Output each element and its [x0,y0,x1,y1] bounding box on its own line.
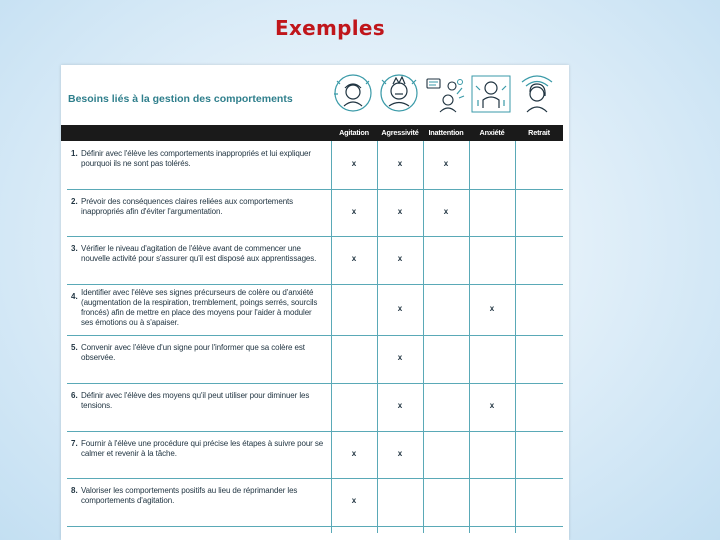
column-header-retrait: Retrait [528,128,550,137]
table-row [67,141,563,190]
row-number: 7. [71,439,78,448]
check-mark: x [351,496,357,505]
check-mark: x [443,206,449,216]
row-text: Fournir à l'élève une procédure qui précise les étapes à suivre pour se calmer et revenir à la tâche. [81,439,324,458]
document-sheet [61,65,569,540]
check-mark: x [397,206,403,216]
agitation-icon [332,72,374,120]
check-mark: x [351,254,357,263]
check-mark: x [351,159,357,168]
check-mark: x [397,303,403,313]
check-mark: x [489,401,495,410]
row-text: Définir avec l'élève les comportements inappropriés et lui expliquer pourquoi ils ne sont pas tolérés. [81,149,311,168]
check-mark: x [351,206,357,216]
slide-title: Exemples [274,16,385,40]
column-header-inattention: Inattention [428,128,464,137]
row-number: 5. [71,343,78,352]
row-number: 8. [71,486,78,495]
check-mark: x [351,448,357,458]
aggressivity-icon [378,72,420,120]
withdrawal-icon [516,72,558,120]
row-number: 3. [71,244,78,253]
row-number: 1. [71,149,78,158]
row-text: Convenir avec l'élève d'un signe pour l'informer que sa colère est observée. [81,343,305,362]
sheet-title: Besoins liés à la gestion des comportements [68,93,293,105]
column-header-anxiete: Anxiété [479,128,505,137]
row-text: Vérifier le niveau d'agitation de l'élève avant de commencer une nouvelle activité pour s'assurer qu'il est disposé aux apprentissages. [81,244,317,263]
row-text: Définir avec l'élève des moyens qu'il peut utiliser pour diminuer les tensions. [81,391,310,410]
anxiety-icon [470,72,512,120]
table-row [67,236,563,285]
row-number: 6. [71,391,78,400]
sheet-header [61,65,569,125]
table-row [67,431,563,479]
check-mark: x [489,303,495,313]
row-number: 2. [71,197,78,206]
column-header-bar [61,125,563,141]
row-text: Valoriser les comportements positifs au lieu de réprimander les comportements d'agitation. [81,486,298,505]
column-header-agressivite: Agressivité [381,128,419,137]
table-row [67,335,563,384]
check-mark: x [397,448,403,458]
row-number: 4. [71,292,78,301]
table-row [67,189,563,237]
check-mark: x [397,159,403,168]
column-header-agitation: Agitation [339,128,369,137]
check-mark: x [397,353,403,362]
inattention-icon [424,72,466,120]
check-mark: x [397,254,403,263]
table-row [67,478,563,527]
check-mark: x [443,159,449,168]
row-text: Identifier avec l'élève ses signes précurseurs de colère ou d'anxiété (augmentation de la respiration, tremblement, poings serrés, sourcils froncés) afin de mettre en place des moyens pour l'aider à moduler ses émotions ou à s'apaiser. [81,288,318,327]
check-mark: x [397,401,403,410]
row-text: Prévoir des conséquences claires reliées aux comportements inappropriés afin d'éviter l'argumentation. [81,197,294,216]
